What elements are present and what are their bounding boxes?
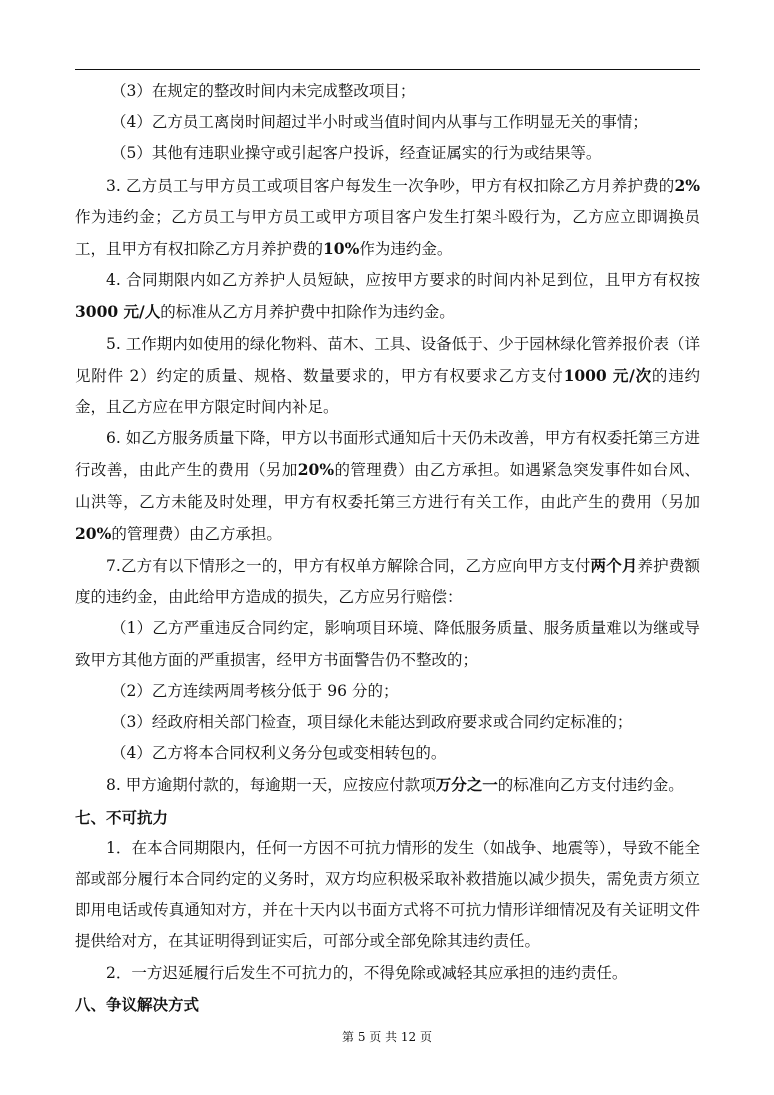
- header-rule: [75, 69, 700, 70]
- section-heading-8: 八、争议解决方式: [75, 994, 200, 1014]
- document-body: [75, 76, 700, 1020]
- clause-8: 8. 甲方逾期付款的，每逾期一天，应按应付款项万分之一的标准向乙方支付违约金。: [106, 775, 684, 795]
- clause-item-5: （5）其他有违职业操守或引起客户投诉，经查证属实的行为或结果等。: [111, 144, 602, 163]
- section-heading-7: 七、不可抗力: [75, 807, 169, 827]
- clause-3: 3. 乙方员工与甲方员工或项目客户每发生一次争吵，甲方有权扣除乙方月养护费的2%作为违约金；乙方员工与甲方员工或甲方项目客户发生打架斗殴行为，乙方应立即调换员工，且甲方有权扣除乙方月养护费的10%作为违约金。: [75, 175, 700, 259]
- clause-7: 7.乙方有以下情形之一的，甲方有权单方解除合同，乙方应向甲方支付两个月养护费额度的违约金，由此给甲方造成的损失，乙方应另行赔偿：: [75, 556, 700, 607]
- clause-4: 4. 合同期限内如乙方养护人员短缺，应按甲方要求的时间内补足到位，且甲方有权按3000 元/人的标准从乙方月养护费中扣除作为违约金。: [75, 271, 700, 322]
- force-majeure-clause-2: 2．一方迟延履行后发生不可抗力的，不得免除或减轻其应承担的违约责任。: [106, 963, 628, 982]
- clause-7-item-1: （1）乙方严重违反合同约定，影响项目环境、降低服务质量、服务质量难以为继或导致甲方其他方面的严重损害，经甲方书面警告仍不整改的；: [75, 619, 700, 669]
- clause-item-4: （4）乙方员工离岗时间超过半小时或当值时间内从事与工作明显无关的事情；: [111, 113, 648, 132]
- clause-item-3: （3）在规定的整改时间内未完成整改项目；: [111, 82, 416, 100]
- page-number: 第 5 页 共 12 页: [342, 1030, 432, 1044]
- clause-5: 5. 工作期内如使用的绿化物料、苗木、工具、设备低于、少于园林绿化管养报价表（详见附件 2）约定的质量、规格、数量要求的，甲方有权要求乙方支付1000 元/次的违约金，且乙方应在甲方限定时间内补足。: [75, 334, 700, 417]
- clause-7-item-2: （2）乙方连续两周考核分低于 96 分的；: [111, 681, 399, 700]
- clause-7-item-4: （4）乙方将本合同权利义务分包或变相转包的。: [111, 744, 447, 763]
- clause-7-item-3: （3）经政府相关部门检查，项目绿化未能达到政府要求或合同约定标准的；: [111, 713, 633, 732]
- force-majeure-clause-1: 1．在本合同期限内，任何一方因不可抗力情形的发生（如战争、地震等），导致不能全部或部分履行本合同约定的义务时，双方均应积极采取补救措施以减少损失，需免责方须立即用电话或传真通知对方，并在十天内以书面方式将不可抗力情形详细情况及有关证明文件提供给对方，在其证明得到证实后，可部分或全部免除其违约责任。: [75, 838, 700, 951]
- clause-6: 6. 如乙方服务质量下降，甲方以书面形式通知后十天仍未改善，甲方有权委托第三方进行改善，由此产生的费用（另加20%的管理费）由乙方承担。如遇紧急突发事件如台风、山洪等，乙方未能及时处理，甲方有权委托第三方进行有关工作，由此产生的费用（另加20%的管理费）由乙方承担。: [75, 429, 700, 543]
